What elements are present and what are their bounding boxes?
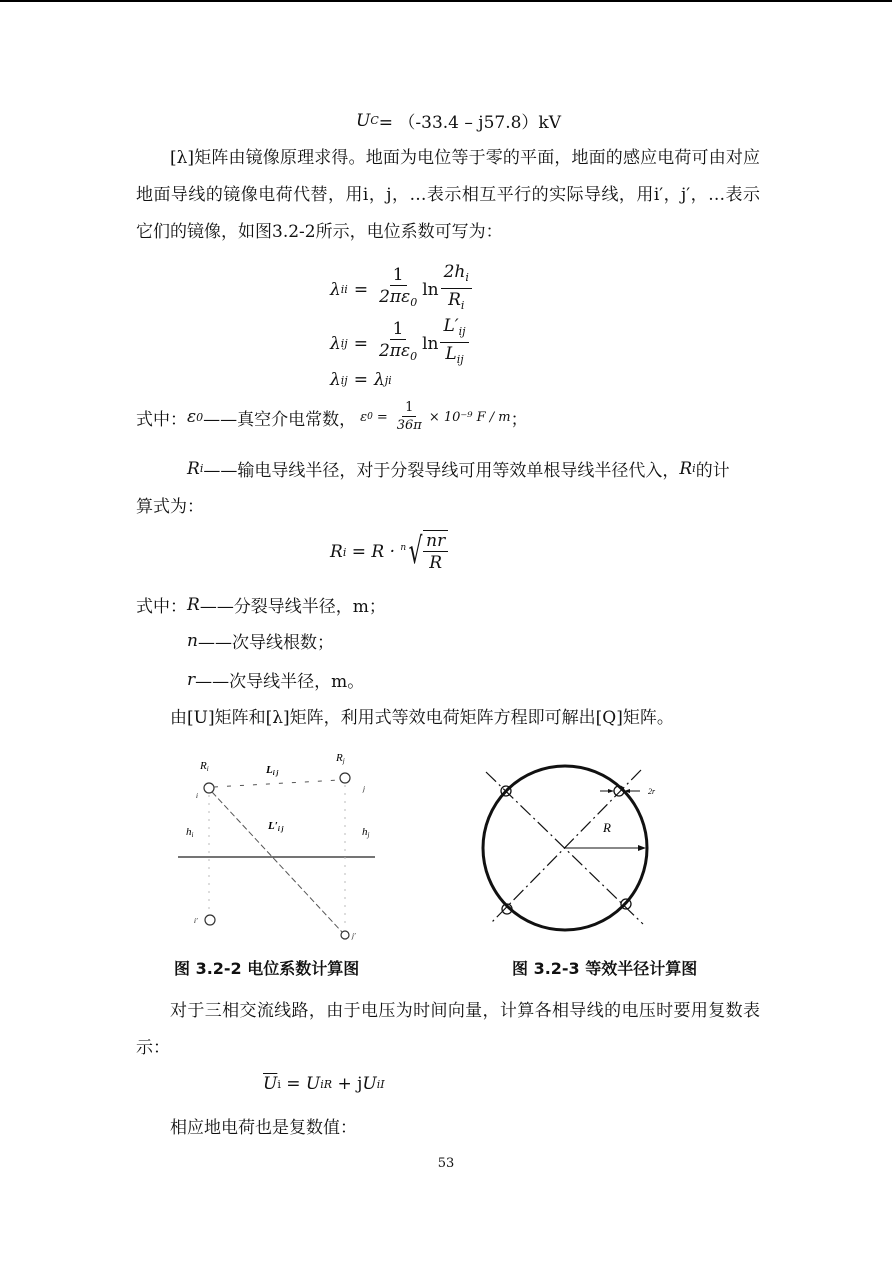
paragraph-image-principle: [λ]矩阵由镜像原理求得。地面为电位等于零的平面，地面的感应电荷可由对应地面导线的镜像电荷代替，用i，j，…表示相互平行的实际导线，用i′，j′，…表示它们的镜像，如图3.2-2所示，电位系数可写为： (136, 148, 760, 242)
equation-lambda-ii: λ ii = $\frac{1}{2\pi\varepsilon_0}$ ln $\frac{2h_i}{R_i}$ (330, 262, 474, 317)
equi-lhs-sub: i (277, 1077, 281, 1091)
equation-rhs: = （-33.4 – j57.8）kV (378, 113, 562, 133)
where-r-sub (187, 667, 364, 692)
eps-f-tail: × 10⁻⁹ F / m (428, 409, 511, 425)
eq2-den: 2πε (378, 341, 411, 361)
ri-desc-sym: R (679, 458, 693, 479)
image-i-circle (205, 915, 215, 925)
eps-sym-sub: 0 (196, 410, 204, 424)
eq1-frac2 (441, 262, 472, 317)
eps-f-den: 36π (396, 418, 422, 433)
eqri-mid: = R · (346, 542, 401, 562)
where-epsilon (136, 400, 528, 434)
page-top-border (0, 0, 892, 2)
eq1-lhs: λ (330, 279, 341, 300)
eq1-den-sub: 0 (410, 296, 418, 309)
eps-f-lhs-sub: 0 (367, 412, 373, 422)
eq3-lhs: λ (330, 370, 341, 390)
label-i: i (196, 792, 198, 800)
lpij-line (212, 792, 342, 932)
label-lpij: L′i j (268, 820, 284, 833)
equation-lambda-symmetry: λ ij = λ ji (330, 370, 392, 390)
ri-sym: R (187, 458, 200, 479)
eq1-den: 2πε (379, 287, 411, 307)
ri-desc-2: 的计 (695, 461, 730, 481)
eq2-lhs: λ (330, 333, 341, 354)
label-lij: Li j (266, 764, 279, 777)
equi-plus: + j (332, 1074, 363, 1094)
eq1-lhs-sub: ii (340, 283, 348, 296)
eq3-rhs: λ (373, 370, 385, 390)
diagonal-2 (492, 770, 641, 922)
where-ri (187, 456, 730, 481)
ri-desc-1: ——输电导线半径，对于分裂导线可用等效单根导线半径代入， (203, 461, 680, 481)
page-number: 53 (437, 1156, 455, 1171)
eq1-num2: 2h (443, 262, 466, 282)
figure-2-caption: 图 3.2-3 等效半径计算图 (512, 959, 698, 978)
figure-potential-coefficient-diagram (170, 745, 390, 945)
eqri-root-index: n (400, 543, 407, 553)
conductor-i-circle (204, 783, 214, 793)
equi-mid-sub: iR (320, 1077, 333, 1091)
eps-formula: ε 0 = $\frac{1}{36\pi}$ × 10⁻⁹ F / m (360, 400, 511, 433)
label-2r: 2r (648, 787, 656, 796)
whereR-desc: ——分裂导线半径，m； (199, 597, 386, 617)
where-prefix: 式中： (136, 409, 187, 430)
label-hi: hi (186, 826, 194, 839)
eps-f-num: 1 (402, 400, 416, 417)
eq1-frac1 (376, 265, 420, 314)
eq2-frac1 (376, 319, 420, 368)
equation-ui (263, 1074, 385, 1094)
label-hj: hj (362, 826, 370, 839)
image-j-circle (341, 931, 349, 939)
equi-tail: U (362, 1074, 377, 1094)
label-ri: Ri (200, 760, 209, 773)
where-n (187, 628, 334, 653)
label-ip: i′ (194, 917, 198, 925)
where-ri-line2 (136, 492, 204, 517)
equi-tail-sub: iI (376, 1077, 385, 1091)
eq2-den2-sub: ij (456, 353, 464, 366)
eq2-den2: L (445, 344, 457, 364)
whereR-sym: R (187, 594, 200, 615)
eq2-ln: ln (422, 333, 439, 354)
figure-equivalent-radius-diagram (478, 762, 678, 942)
eps-f-lhs: ε (360, 409, 368, 425)
equation-ri (330, 530, 450, 574)
label-R: R (603, 820, 611, 835)
wherer-sym: r (187, 669, 196, 690)
radical-sign: √ (408, 531, 423, 572)
paragraph-solve-q: 由[U]矩阵和[λ]矩阵，利用式等效电荷矩阵方程即可解出[Q]矩阵。 (170, 708, 674, 728)
eq2-num2-sub: ij (458, 325, 466, 338)
paragraph-three-phase: 对于三相交流线路，由于电压为时间向量，计算各相导线的电压时要用复数表示： (136, 1001, 760, 1058)
ri-desc-line2: 算式为： (136, 497, 204, 517)
equation-lambda-ij: λ ij = $\frac{1}{2\pi\varepsilon_0}$ ln $\frac{L'_{ij}}{L_{ij}}$ (330, 316, 471, 371)
eqri-frac (423, 530, 448, 574)
eq2-num2: L′ (443, 316, 459, 336)
conductor-j-circle (340, 773, 350, 783)
eps-frac (394, 400, 425, 434)
wheren-desc: ——次导线根数； (197, 633, 334, 653)
equi-mid: = U (280, 1074, 321, 1094)
equi-lhs: $\overline{U}$ (263, 1074, 278, 1094)
eps-desc: ——真空介电常数， (203, 409, 357, 430)
equation-uc (356, 108, 561, 133)
eq3-lhs-sub: ij (340, 373, 348, 387)
equation-var: U (356, 110, 371, 131)
equation-sub: C (370, 114, 379, 127)
eq3-rhs-sub: ji (384, 373, 392, 387)
paragraph-charge-complex: 相应地电荷也是复数值： (170, 1118, 357, 1138)
eq1-ln: ln (422, 279, 439, 300)
eq2-den-sub: 0 (410, 350, 418, 363)
eqri-num: nr (423, 531, 448, 552)
radius-arrowhead (638, 845, 646, 851)
eqri-den: R (429, 553, 443, 573)
eq2-frac2 (440, 316, 468, 371)
eq1-den2-sub: i (460, 299, 465, 312)
label-jp: j′ (352, 932, 356, 940)
eq1-den2: R (448, 290, 461, 310)
ri-desc-sym-sub: i (692, 462, 696, 475)
wherer-desc: ——次导线半径，m。 (195, 672, 365, 692)
eqri-lhs-sub: i (342, 545, 347, 559)
eqri-lhs: R (330, 542, 343, 562)
where-r-split (136, 592, 386, 617)
eq2-num: 1 (390, 319, 407, 340)
figure-1-caption: 图 3.2-2 电位系数计算图 (174, 959, 360, 978)
eq1-num2-sub: i (465, 271, 469, 284)
eps-end: ； (510, 409, 528, 430)
eq1-num: 1 (390, 265, 407, 286)
label-rj: Rj (336, 752, 345, 765)
eq2-lhs-sub: ij (340, 337, 348, 350)
whereR-prefix: 式中： (136, 597, 187, 617)
dim-left-arrow (608, 789, 614, 793)
ri-sym-sub: i (199, 462, 204, 475)
wheren-sym: n (187, 630, 198, 651)
eps-sym: ε (187, 407, 197, 427)
lij-line (214, 780, 340, 787)
label-j: j (363, 785, 365, 793)
